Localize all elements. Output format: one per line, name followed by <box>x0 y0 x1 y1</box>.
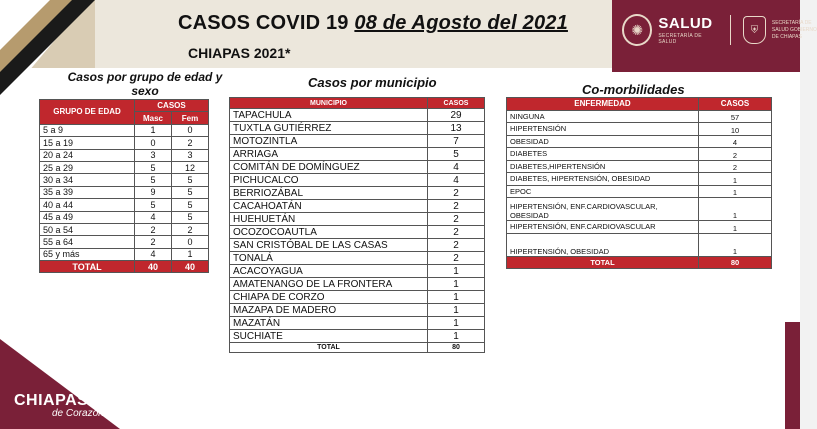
table-row <box>507 110 772 123</box>
table-row <box>507 185 772 198</box>
fem-cases-cell: 1 <box>172 248 209 260</box>
disease-name-cell: DIABETES,HIPERTENSIÓN <box>507 160 699 173</box>
age-col-cases: CASOS <box>135 100 209 112</box>
table-row <box>230 122 485 135</box>
municipio-name-cell: TAPACHULA <box>230 109 428 122</box>
age-group-cell: 15 a 19 <box>40 137 135 149</box>
age-total-fem: 40 <box>172 261 209 273</box>
table-row <box>230 317 485 330</box>
municipio-name-cell: MAZATÁN <box>230 317 428 330</box>
fem-cases-cell: 3 <box>172 149 209 161</box>
fem-cases-cell: 0 <box>172 236 209 248</box>
salud-subtitle: SECRETARÍA DE SALUD <box>658 32 702 45</box>
municipio-name-cell: AMATENANGO DE LA FRONTERA <box>230 278 428 291</box>
municipio-cases-cell: 1 <box>428 304 485 317</box>
disease-cases-cell: 4 <box>699 135 772 148</box>
disease-cases-cell: 1 <box>699 221 772 234</box>
mun-total-label: TOTAL <box>230 343 428 353</box>
municipio-cases-cell: 2 <box>428 200 485 213</box>
disease-name-cell: DIABETES, HIPERTENSIÓN, OBESIDAD <box>507 173 699 186</box>
mun-col-cases: CASOS <box>428 98 485 109</box>
municipio-cases-cell: 1 <box>428 278 485 291</box>
municipio-name-cell: CACAHOATÁN <box>230 200 428 213</box>
municipio-name-cell: OCOZOCOAUTLA <box>230 226 428 239</box>
age-group-cell: 45 a 49 <box>40 211 135 223</box>
age-col-group: GRUPO DE EDAD <box>40 100 135 125</box>
fem-cases-cell: 5 <box>172 199 209 211</box>
masc-cases-cell: 3 <box>135 149 172 161</box>
municipio-cases-cell: 2 <box>428 239 485 252</box>
disease-name-cell: HIPERTENSIÓN <box>507 123 699 136</box>
table-row <box>40 223 209 235</box>
table-row <box>230 226 485 239</box>
table-row <box>507 123 772 136</box>
disease-cases-cell: 1 <box>699 185 772 198</box>
com-section-title: Co-morbilidades <box>582 82 685 97</box>
age-group-cell: 30 a 34 <box>40 174 135 186</box>
municipio-cases-cell: 13 <box>428 122 485 135</box>
table-row <box>230 109 485 122</box>
table-row <box>230 265 485 278</box>
masc-cases-cell: 4 <box>135 211 172 223</box>
disease-name-cell: HIPERTENSIÓN, ENF.CARDIOVASCULAR <box>507 221 699 234</box>
disease-name-cell: DIABETES <box>507 148 699 161</box>
table-row <box>230 135 485 148</box>
title-prefix: CASOS COVID 19 <box>178 12 355 34</box>
age-section-title: Casos por grupo de edad y sexo <box>67 70 223 98</box>
municipio-name-cell: BERRIOZÁBAL <box>230 187 428 200</box>
municipio-cases-cell: 7 <box>428 135 485 148</box>
age-col-masc: Masc <box>135 112 172 124</box>
table-row <box>40 137 209 149</box>
municipio-cases-cell: 1 <box>428 265 485 278</box>
table-row <box>507 173 772 186</box>
table-row <box>230 291 485 304</box>
table-row <box>40 174 209 186</box>
municipio-name-cell: PICHUCALCO <box>230 174 428 187</box>
municipio-name-cell: SUCHIATE <box>230 330 428 343</box>
age-total-label: TOTAL <box>40 261 135 273</box>
table-row <box>40 248 209 260</box>
disease-cases-cell: 1 <box>699 233 772 256</box>
mun-total-value: 80 <box>428 343 485 353</box>
municipio-cases-cell: 2 <box>428 226 485 239</box>
table-row <box>230 239 485 252</box>
municipio-cases-cell: 2 <box>428 252 485 265</box>
comorbidity-table <box>506 97 772 269</box>
disease-cases-cell: 10 <box>699 123 772 136</box>
municipio-name-cell: MOTOZINTLA <box>230 135 428 148</box>
fem-cases-cell: 12 <box>172 161 209 173</box>
fem-cases-cell: 5 <box>172 174 209 186</box>
corner-decoration-white <box>0 0 50 50</box>
chiapas-shield-icon: ⛨ <box>743 16 766 44</box>
municipio-cases-cell: 5 <box>428 148 485 161</box>
table-row <box>40 186 209 198</box>
disease-cases-cell: 2 <box>699 148 772 161</box>
masc-cases-cell: 4 <box>135 248 172 260</box>
municipio-name-cell: TONALÁ <box>230 252 428 265</box>
disease-cases-cell: 1 <box>699 173 772 186</box>
fem-cases-cell: 5 <box>172 211 209 223</box>
masc-cases-cell: 1 <box>135 124 172 136</box>
masc-cases-cell: 2 <box>135 223 172 235</box>
com-total-label: TOTAL <box>507 256 699 269</box>
table-row <box>230 252 485 265</box>
table-row <box>40 236 209 248</box>
age-table <box>39 99 209 273</box>
masc-cases-cell: 0 <box>135 137 172 149</box>
mun-section-title: Casos por municipio <box>308 75 437 90</box>
fem-cases-cell: 2 <box>172 137 209 149</box>
com-col-disease: ENFERMEDAD <box>507 98 699 111</box>
table-row <box>40 161 209 173</box>
bottom-right-decoration <box>785 322 800 429</box>
disease-name-cell: NINGUNA <box>507 110 699 123</box>
logo-divider <box>730 15 731 45</box>
table-row <box>507 233 772 256</box>
municipio-cases-cell: 1 <box>428 291 485 304</box>
municipio-cases-cell: 1 <box>428 317 485 330</box>
masc-cases-cell: 5 <box>135 161 172 173</box>
municipio-cases-cell: 4 <box>428 174 485 187</box>
table-row <box>230 148 485 161</box>
table-row <box>230 161 485 174</box>
table-row <box>230 330 485 343</box>
age-group-cell: 25 a 29 <box>40 161 135 173</box>
age-group-cell: 20 a 24 <box>40 149 135 161</box>
municipio-cases-cell: 2 <box>428 213 485 226</box>
masc-cases-cell: 9 <box>135 186 172 198</box>
municipio-cases-cell: 2 <box>428 187 485 200</box>
disease-name-cell: OBESIDAD <box>507 135 699 148</box>
fem-cases-cell: 5 <box>172 186 209 198</box>
title-date: 08 de Agosto del 2021 <box>354 12 568 34</box>
masc-cases-cell: 2 <box>135 236 172 248</box>
table-row <box>507 160 772 173</box>
table-row <box>507 148 772 161</box>
age-group-cell: 40 a 44 <box>40 199 135 211</box>
municipio-name-cell: TUXTLA GUTIÉRREZ <box>230 122 428 135</box>
table-row <box>230 187 485 200</box>
page-title <box>178 12 568 35</box>
disease-name-cell: EPOC <box>507 185 699 198</box>
municipio-name-cell: HUEHUETÁN <box>230 213 428 226</box>
table-row <box>230 278 485 291</box>
municipio-name-cell: SAN CRISTÓBAL DE LAS CASAS <box>230 239 428 252</box>
disease-name-cell: HIPERTENSIÓN, ENF.CARDIOVASCULAR, OBESIDAD <box>507 198 699 221</box>
secretaria-text: SECRETARÍA DE SALUD GOBIERNO DE CHIAPAS <box>771 19 817 40</box>
municipio-name-cell: ARRIAGA <box>230 148 428 161</box>
table-row <box>40 149 209 161</box>
municipio-name-cell: COMITÁN DE DOMÍNGUEZ <box>230 161 428 174</box>
table-row <box>230 213 485 226</box>
age-group-cell: 65 y más <box>40 248 135 260</box>
page-subtitle: CHIAPAS 2021* <box>188 45 291 61</box>
table-row <box>507 221 772 234</box>
age-group-cell: 5 a 9 <box>40 124 135 136</box>
municipio-cases-cell: 4 <box>428 161 485 174</box>
municipio-cases-cell: 1 <box>428 330 485 343</box>
table-row <box>230 200 485 213</box>
age-total-masc: 40 <box>135 261 172 273</box>
disease-cases-cell: 1 <box>699 198 772 221</box>
disease-name-cell: HIPERTENSIÓN, OBESIDAD <box>507 233 699 256</box>
table-row <box>230 304 485 317</box>
table-row <box>230 174 485 187</box>
municipio-table <box>229 97 485 353</box>
salud-logo <box>622 14 817 46</box>
table-row <box>40 124 209 136</box>
table-row <box>507 198 772 221</box>
municipio-cases-cell: 29 <box>428 109 485 122</box>
disease-cases-cell: 2 <box>699 160 772 173</box>
age-group-cell: 35 a 39 <box>40 186 135 198</box>
fem-cases-cell: 2 <box>172 223 209 235</box>
municipio-name-cell: ACACOYAGUA <box>230 265 428 278</box>
mun-col-name: MUNICIPIO <box>230 98 428 109</box>
chiapas-brand-name: CHIAPAS <box>14 392 89 409</box>
salud-wordmark: SALUD <box>658 14 713 32</box>
fem-cases-cell: 0 <box>172 124 209 136</box>
table-row <box>40 211 209 223</box>
municipio-name-cell: CHIAPA DE CORZO <box>230 291 428 304</box>
government-seal-icon: ✺ <box>622 14 652 46</box>
com-col-cases: CASOS <box>699 98 772 111</box>
table-row <box>40 199 209 211</box>
masc-cases-cell: 5 <box>135 199 172 211</box>
table-row <box>507 135 772 148</box>
age-group-cell: 55 a 64 <box>40 236 135 248</box>
municipio-name-cell: MAZAPA DE MADERO <box>230 304 428 317</box>
com-total-value: 80 <box>699 256 772 269</box>
disease-cases-cell: 57 <box>699 110 772 123</box>
age-col-fem: Fem <box>172 112 209 124</box>
age-group-cell: 50 a 54 <box>40 223 135 235</box>
masc-cases-cell: 5 <box>135 174 172 186</box>
chiapas-brand-tagline: de Corazón <box>52 408 104 419</box>
